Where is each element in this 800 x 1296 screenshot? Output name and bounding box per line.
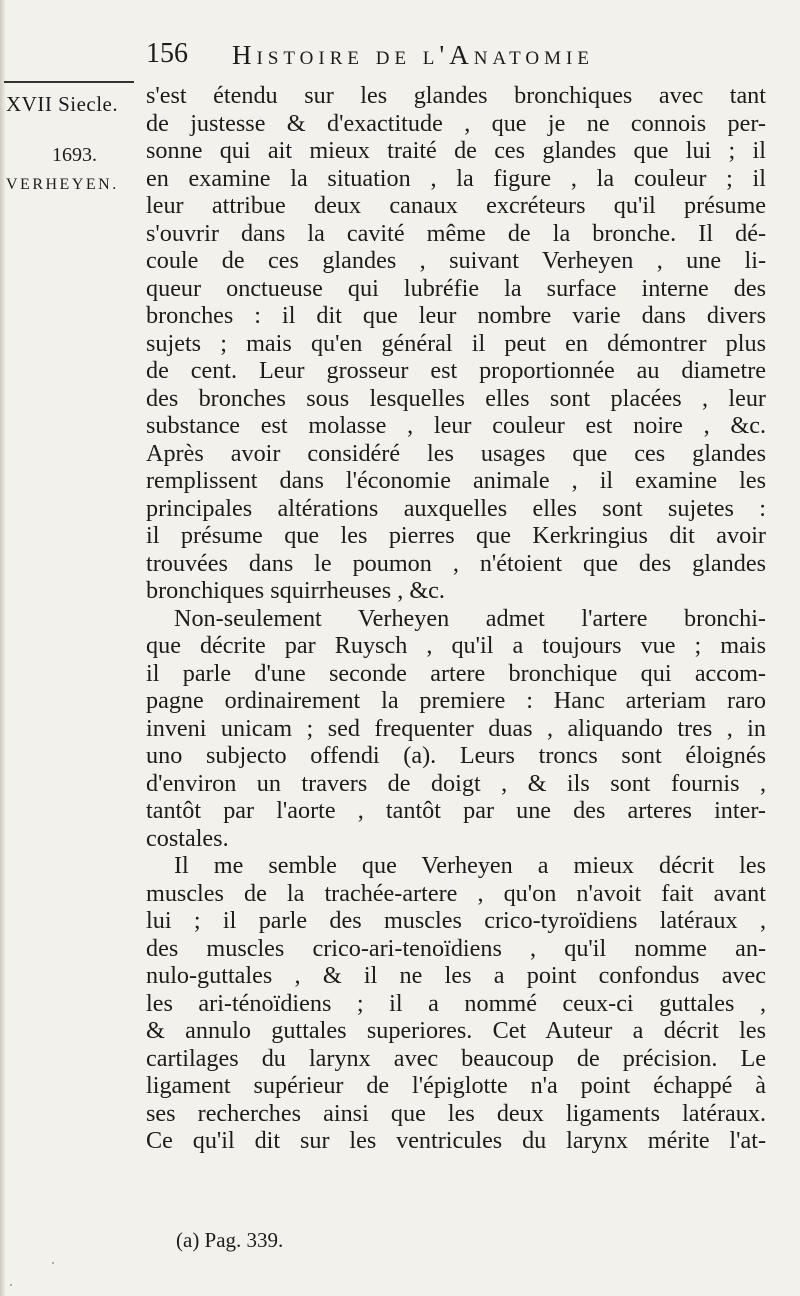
body-text bbox=[146, 82, 766, 1155]
margin-author: VERHEYEN. bbox=[6, 176, 119, 193]
text-line: tantôt par l'aorte , tantôt par une des arteres inter- bbox=[146, 797, 766, 824]
text-line: nulo-guttales , & il ne les a point confondus avec bbox=[146, 962, 766, 989]
text-line: cartilages du larynx avec beaucoup de précision. Le bbox=[146, 1044, 766, 1072]
text-line: il présume que les pierres que Kerkringius dit avoir bbox=[146, 522, 766, 549]
text-line: ligament supérieur de l'épiglotte n'a point échappé à bbox=[146, 1072, 766, 1099]
page-header bbox=[140, 36, 780, 76]
text-line: lui ; il parle des muscles crico-tyroïdiens latéraux , bbox=[146, 907, 766, 934]
text-line: principales altérations auxquelles elles sont sujetes : bbox=[146, 494, 766, 522]
print-speck bbox=[52, 1262, 54, 1264]
text-line: des muscles crico-ari-tenoïdiens , qu'il nomme an- bbox=[146, 934, 766, 962]
text-line: s'ouvrir dans la cavité même de la bronche. Il dé- bbox=[146, 219, 766, 247]
running-title: Histoire de l'Anatomie bbox=[232, 40, 594, 70]
text-line: & annulo guttales superiores. Cet Auteur a décrit les bbox=[146, 1017, 766, 1044]
page-edge bbox=[0, 0, 6, 1296]
text-line: en examine la situation , la figure , la couleur ; il bbox=[146, 164, 766, 192]
text-line: costales. bbox=[146, 824, 229, 852]
page-number: 156 bbox=[146, 38, 188, 69]
text-line: muscles de la trachée-artere , qu'on n'avoit fait avant bbox=[146, 879, 766, 907]
text-line: s'est étendu sur les glandes bronchiques avec tant bbox=[146, 82, 766, 109]
text-line: Non-seulement Verheyen admet l'artere bronchi- bbox=[174, 604, 766, 632]
text-line: que décrite par Ruysch , qu'il a toujours vue ; mais bbox=[146, 632, 766, 659]
text-line: Ce qu'il dit sur les ventricules du larynx mérite l'at- bbox=[146, 1127, 766, 1154]
text-line: uno subjecto offendi (a). Leurs troncs sont éloignés bbox=[146, 742, 766, 769]
text-line: coule de ces glandes , suivant Verheyen , une li- bbox=[146, 247, 766, 274]
print-speck bbox=[10, 1284, 12, 1286]
text-line: bronches : il dit que leur nombre varie dans divers bbox=[146, 302, 766, 329]
text-line: sonne qui ait mieux traité de ces glandes que lui ; il bbox=[146, 137, 766, 164]
margin-rule bbox=[4, 81, 134, 83]
text-line: pagne ordinairement la premiere : Hanc arteriam raro bbox=[146, 687, 766, 714]
margin-century: XVII Siecle. bbox=[6, 92, 119, 116]
text-line: queur onctueuse qui lubréfie la surface interne des bbox=[146, 274, 766, 302]
text-line: les ari-ténoïdiens ; il a nommé ceux-ci guttales , bbox=[146, 989, 766, 1017]
text-line: Il me semble que Verheyen a mieux décrit les bbox=[174, 852, 766, 879]
text-line: de cent. Leur grosseur est proportionnée au diametre bbox=[146, 357, 766, 384]
text-line: inveni unicam ; sed frequenter duas , aliquando tres , in bbox=[146, 714, 766, 742]
text-line: de justesse & d'exactitude , que je ne connois per- bbox=[146, 109, 766, 137]
text-line: remplissent dans l'économie animale , il examine les bbox=[146, 467, 766, 494]
text-line: substance est molasse , leur couleur est noire , &c. bbox=[146, 412, 766, 439]
text-line: leur attribue deux canaux excréteurs qu'il présume bbox=[146, 192, 766, 219]
text-line: trouvées dans le poumon , n'étoient que des glandes bbox=[146, 549, 766, 577]
text-line: d'environ un travers de doigt , & ils sont fournis , bbox=[146, 769, 766, 797]
text-line: bronchiques squirrheuses , &c. bbox=[146, 577, 445, 604]
text-line: Après avoir considéré les usages que ces glandes bbox=[146, 439, 766, 467]
footnote: (a) Pag. 339. bbox=[176, 1228, 284, 1252]
text-line: sujets ; mais qu'en général il peut en démontrer plus bbox=[146, 329, 766, 357]
margin-year: 1693. bbox=[52, 144, 97, 166]
text-line: ses recherches ainsi que les deux ligaments latéraux. bbox=[146, 1099, 766, 1127]
text-line: il parle d'une seconde artere bronchique qui accom- bbox=[146, 659, 766, 687]
text-line: des bronches sous lesquelles elles sont placées , leur bbox=[146, 384, 766, 412]
